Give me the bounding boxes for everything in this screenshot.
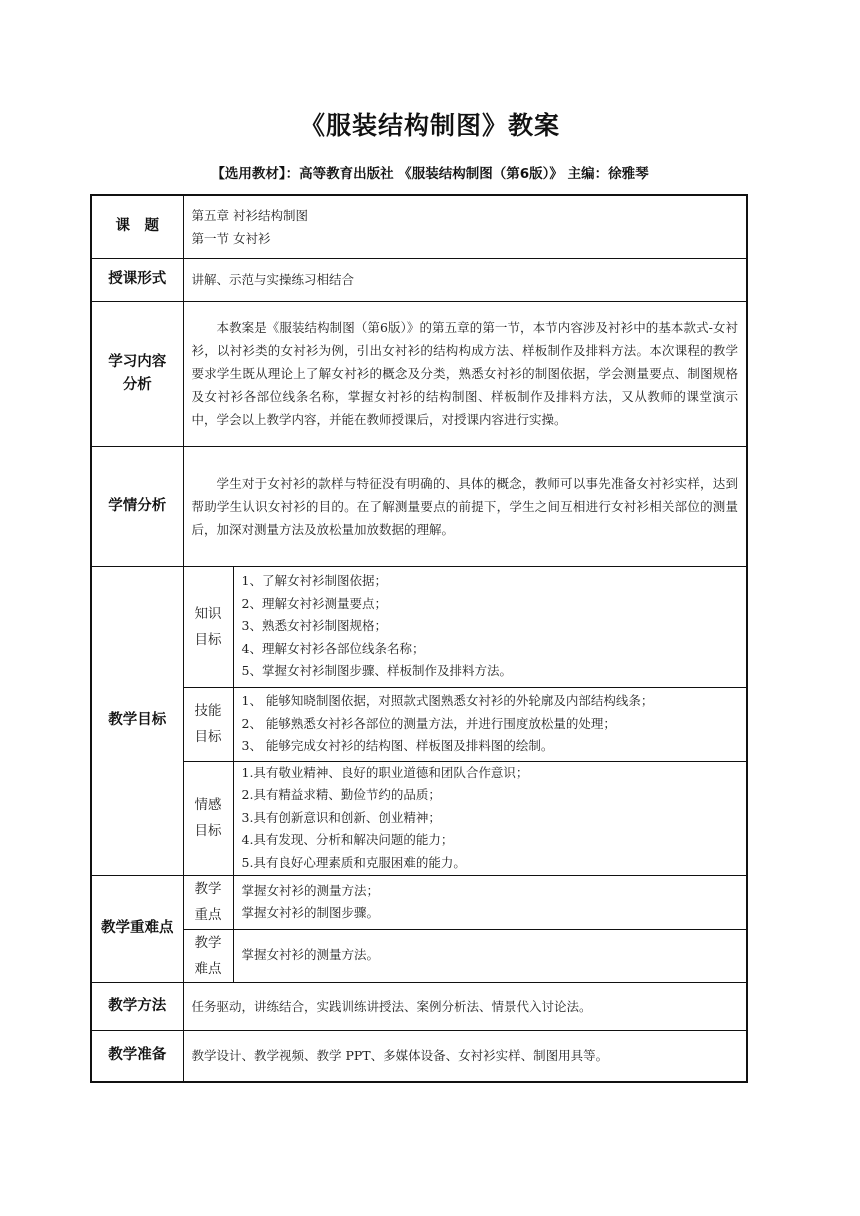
emotion-label-line2: 目标 xyxy=(194,823,222,839)
objectives-label: 教学目标 xyxy=(91,566,183,875)
lesson-plan-table xyxy=(90,194,748,1083)
content-analysis-label-line1: 学习内容 xyxy=(108,353,167,370)
textbook-info: 【选用教材】：高等教育出版社 《服装结构制图（第6版）》 主编：徐雅琴 xyxy=(211,166,649,182)
row-knowledge-objective xyxy=(91,566,747,687)
topic-chapter: 第五章 衬衫结构制图 xyxy=(191,207,308,223)
list-item: 2、 能够熟悉女衬衫各部位的测量方法，并进行围度放松量的处理； xyxy=(241,715,616,731)
preparation-label: 教学准备 xyxy=(91,1030,183,1082)
emotion-label-line1: 情感 xyxy=(194,797,222,813)
list-item: 5、掌握女衬衫制图步骤、样板制作及排料方法。 xyxy=(241,663,512,679)
difficulty-label-line1: 教学 xyxy=(194,934,222,951)
knowledge-objective-list xyxy=(233,566,747,687)
content-analysis-label xyxy=(91,301,183,446)
teaching-form-label: 授课形式 xyxy=(91,258,183,301)
emotion-objective-label xyxy=(183,761,233,875)
knowledge-label-line1: 知识 xyxy=(194,605,222,622)
list-item: 1、 能够知晓制图依据，对照款式图熟悉女衬衫的外轮廓及内部结构线条； xyxy=(241,693,654,709)
row-teaching-difficulty xyxy=(91,929,747,982)
skill-objective-list xyxy=(233,687,747,761)
emotion-objective-list xyxy=(233,761,747,875)
key-points-label: 教学重难点 xyxy=(91,875,183,982)
knowledge-objective-label xyxy=(183,566,233,687)
focus-list xyxy=(233,875,747,929)
preparation-value: 教学设计、教学视频、教学 PPT、多媒体设备、女衬衫实样、制图用具等。 xyxy=(183,1030,747,1082)
knowledge-label-line2: 目标 xyxy=(194,631,222,648)
row-content-analysis xyxy=(91,301,747,446)
list-item: 5.具有良好心理素质和克服困难的能力。 xyxy=(241,854,466,870)
content-analysis-label-line2: 分析 xyxy=(122,376,152,393)
row-teaching-form xyxy=(91,258,747,301)
list-item: 3.具有创新意识和创新、创业精神； xyxy=(241,809,441,825)
list-item: 1、了解女衬衫制图依据； xyxy=(241,573,387,589)
row-learner-analysis xyxy=(91,446,747,566)
teaching-form-value: 讲解、示范与实操练习相结合 xyxy=(183,258,747,301)
methods-value: 任务驱动，讲练结合，实践训练讲授法、案例分析法、情景代入讨论法。 xyxy=(183,982,747,1030)
focus-label xyxy=(183,875,233,929)
list-item: 4.具有发现、分析和解决问题的能力； xyxy=(241,832,454,848)
row-topic xyxy=(91,195,747,258)
learner-analysis-label: 学情分析 xyxy=(91,446,183,566)
list-item: 掌握女衬衫的制图步骤。 xyxy=(241,905,380,920)
page-title: 《服装结构制图》教案 xyxy=(299,111,560,140)
skill-label-line1: 技能 xyxy=(194,703,222,719)
learner-analysis-text: 学生对于女衬衫的款样与特征没有明确的、具体的概念，教师可以事先准备女衬衫实样，达到帮助学生认识女衬衫的目的。在了解测量要点的前提下，学生之间互相进行女衬衫相关部位的测量后，加深对测量方法及放松量加放数据的理解。 xyxy=(183,446,747,566)
list-item: 2.具有精益求精、勤俭节约的品质； xyxy=(241,787,441,803)
row-skill-objective xyxy=(91,687,747,761)
focus-label-line2: 重点 xyxy=(194,907,222,923)
list-item: 1.具有敬业精神、良好的职业道德和团队合作意识； xyxy=(241,764,529,780)
focus-label-line1: 教学 xyxy=(194,881,222,897)
row-methods xyxy=(91,982,747,1030)
row-emotion-objective xyxy=(91,761,747,875)
skill-objective-label xyxy=(183,687,233,761)
list-item: 掌握女衬衫的测量方法； xyxy=(241,882,380,898)
methods-label: 教学方法 xyxy=(91,982,183,1030)
row-preparation xyxy=(91,1030,747,1082)
list-item: 3、熟悉女衬衫制图规格； xyxy=(241,618,387,634)
list-item: 2、理解女衬衫测量要点； xyxy=(241,595,387,611)
topic-value xyxy=(183,195,747,258)
difficulty-text: 掌握女衬衫的测量方法。 xyxy=(233,929,747,982)
topic-section: 第一节 女衬衫 xyxy=(191,230,271,246)
topic-label: 课 题 xyxy=(91,195,183,258)
list-item: 3、 能够完成女衬衫的结构图、样板图及排料图的绘制。 xyxy=(241,738,554,754)
skill-label-line2: 目标 xyxy=(194,729,222,745)
list-item: 4、理解女衬衫各部位线条名称； xyxy=(241,640,425,656)
difficulty-label xyxy=(183,929,233,982)
content-analysis-text: 本教案是《服装结构制图（第6版）》的第五章的第一节，本节内容涉及衬衫中的基本款式-女衬衫，以衬衫类的女衬衫为例，引出女衬衫的结构构成方法、样板制作及排料方法。本次课程的教学要求学生既从理论上了解女衬衫的概念及分类，熟悉女衬衫的制图依据，学会测量要点、制图规格及女衬衫各部位线条名称，掌握女衬衫的结构制图、样板制作及排料方法，又从教师的课堂演示中，学会以上教学内容，并能在教师授课后，对授课内容进行实操。 xyxy=(183,301,747,446)
row-teaching-focus xyxy=(91,875,747,929)
difficulty-label-line2: 难点 xyxy=(194,960,222,977)
